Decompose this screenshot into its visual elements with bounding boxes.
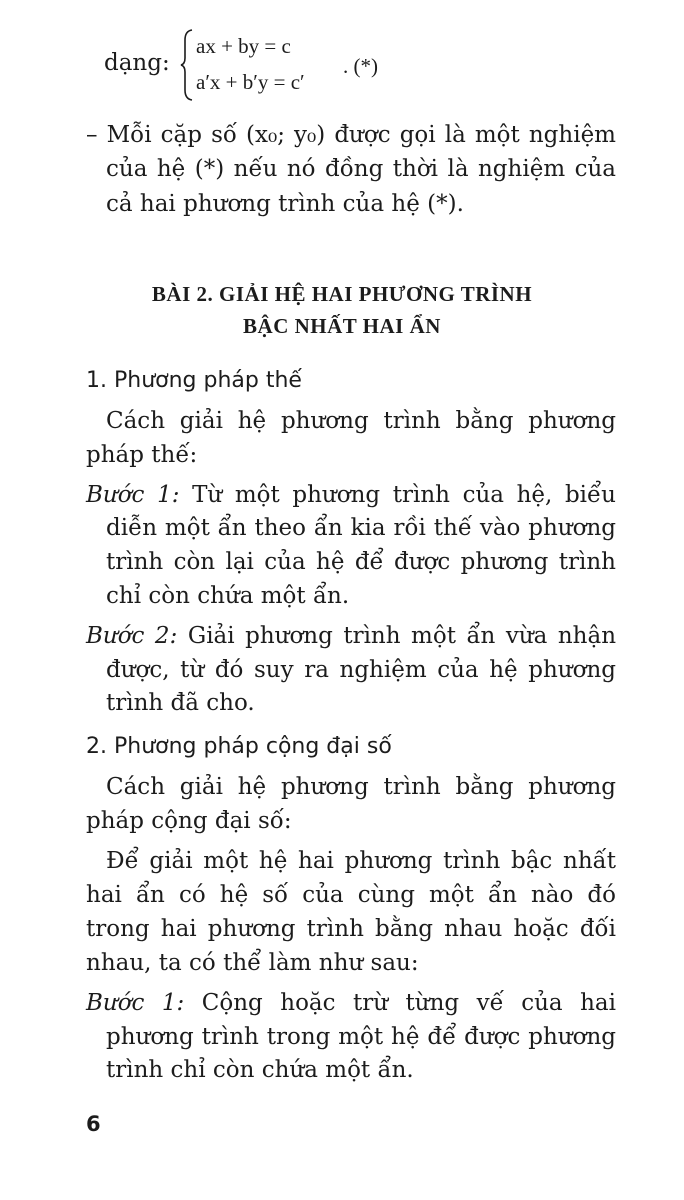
equation-1: ax + by = c [196,34,291,58]
section-1-intro: pháp thế: [86,442,198,468]
definition-line: – Mỗi cặp số (x₀; y₀) được gọi là một nghiệm [86,122,616,148]
section-2-step-1-cont: phương trình trong một hệ để được phương [106,1024,616,1050]
step-text: Giải phương trình một ẩn vừa nhận [177,623,617,649]
section-2-intro: Cách giải hệ phương trình bằng phương [106,774,616,800]
section-2-paragraph: hai ẩn có hệ số của cùng một ẩn nào đó [86,882,616,908]
section-1-step-1 [86,482,616,508]
section-1-intro: Cách giải hệ phương trình bằng phương [106,408,616,434]
section-2-paragraph: nhau, ta có thể làm như sau: [86,950,419,976]
section-1-step-1-cont: chỉ còn chứa một ẩn. [106,583,350,609]
section-1-heading: 1. Phương pháp thế [86,368,302,393]
left-brace [180,28,194,102]
step-label: Bước 1: [86,482,180,508]
section-1-step-2-cont: trình đã cho. [106,690,255,716]
step-text: Từ một phương trình của hệ, biểu [179,482,616,508]
section-2-step-1 [86,990,616,1016]
lesson-title-line-1: BÀI 2. GIẢI HỆ HAI PHƯƠNG TRÌNH [151,282,533,306]
step-label: Bước 2: [86,623,178,649]
section-1-step-1-cont: diễn một ẩn theo ẩn kia rồi thế vào phương [106,515,616,541]
lesson-title-line-2: BẬC NHẤT HAI ẨN [243,314,441,338]
section-1-step-2 [86,623,616,649]
section-2-paragraph: Để giải một hệ hai phương trình bậc nhất [106,848,616,874]
page-number: 6 [86,1112,101,1136]
section-1-step-2-cont: được, từ đó suy ra nghiệm của hệ phương [106,657,616,683]
section-2-step-1-cont: trình chỉ còn chứa một ẩn. [106,1057,414,1083]
definition-line: cả hai phương trình của hệ (*). [106,191,464,217]
section-1-step-1-cont: trình còn lại của hệ để được phương trình [106,549,616,575]
section-2-paragraph: trong hai phương trình bằng nhau hoặc đối [86,916,616,942]
equation-suffix: . (*) [343,54,378,78]
form-label: dạng: [104,50,170,76]
section-2-heading: 2. Phương pháp cộng đại số [86,734,392,759]
equation-2: a′x + b′y = c′ [196,70,305,94]
section-2-intro: pháp cộng đại số: [86,808,292,834]
definition-line: của hệ (*) nếu nó đồng thời là nghiệm của [106,156,616,182]
step-label: Bước 1: [86,990,185,1016]
step-text: Cộng hoặc trừ từng vế của hai [184,990,616,1016]
